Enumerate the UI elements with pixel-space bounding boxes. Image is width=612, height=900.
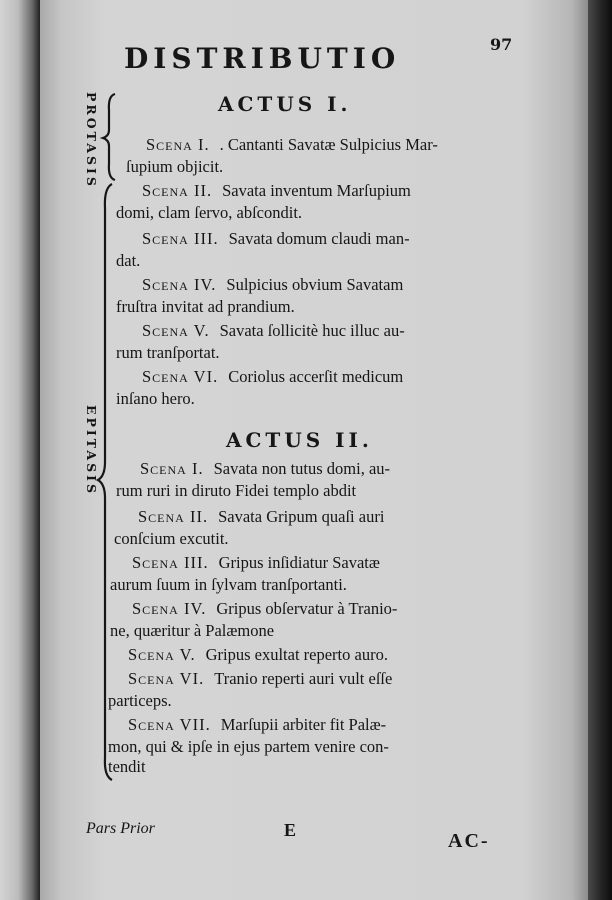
scene-label: Scena V. — [142, 321, 210, 340]
act-1-scene-4 — [116, 274, 542, 318]
scene-text-continued: dat. — [116, 251, 141, 270]
act-1-scene-3 — [116, 228, 542, 272]
scene-text-continued: inſano hero. — [116, 389, 195, 408]
scene-text-continued: ſupium objicit. — [126, 157, 224, 176]
act-2-scene-4 — [110, 598, 532, 642]
scene-text: Savata Gripum quaſi auri — [218, 507, 385, 526]
scene-label: Scena II. — [142, 181, 213, 200]
scene-label: Scena I. — [140, 459, 204, 478]
act-2-scene-5 — [128, 644, 528, 666]
scene-text-continued: domi, clam ſervo, abſcondit. — [116, 203, 303, 222]
scene-text: Tranio reperti auri vult eſſe — [214, 669, 393, 688]
scene-label: Scena I. — [146, 135, 210, 154]
act-2-title: ACTUS II. — [226, 428, 373, 452]
scene-text-continued: rum ruri in diruto Fidei templo abdit — [116, 481, 357, 500]
scene-text: Savata ſollicitè huc illuc au- — [219, 321, 405, 340]
act-2-scene-1 — [116, 458, 540, 502]
right-page-edge — [588, 0, 612, 900]
scene-label: Scena IV. — [142, 275, 217, 294]
scene-text-continued: rum tranſportat. — [116, 343, 220, 362]
act-1-scene-2 — [116, 180, 542, 224]
scene-text: Sulpicius obvium Savatam — [226, 275, 404, 294]
page-number: 97 — [490, 35, 513, 54]
act-2-scene-3 — [110, 552, 532, 596]
scene-label: Scena V. — [128, 645, 196, 664]
left-page-edge — [0, 0, 40, 900]
catchword: AC- — [448, 830, 490, 852]
protasis-brace — [100, 92, 120, 182]
scene-label: Scena VI. — [128, 669, 205, 688]
act-1-scene-6 — [116, 366, 542, 410]
scene-text: Savata domum claudi man- — [228, 229, 410, 248]
signature-mark: E — [284, 820, 297, 840]
scene-label: Scena VII. — [128, 715, 211, 734]
act-1-scene-5 — [116, 320, 542, 364]
scene-text: Gripus inſidiatur Savatæ — [218, 553, 380, 572]
act-1-title: ACTUS I. — [218, 92, 352, 116]
scene-text: . Cantanti Savatæ Sulpicius Mar- — [219, 135, 438, 154]
scene-text-continued: ne, quæritur à Palæmone — [110, 621, 275, 640]
sidebar-label-protasis: PROTASIS — [84, 92, 99, 189]
scene-label: Scena III. — [132, 553, 209, 572]
scene-text-continued: fruſtra invitat ad prandium. — [116, 297, 295, 316]
scene-text: Savata inventum Marſupium — [222, 181, 411, 200]
page-title: DISTRIBUTIO — [124, 42, 401, 75]
act-2-scene-7 — [108, 714, 528, 776]
scene-text-continued: particeps. — [108, 691, 172, 710]
scene-label: Scena III. — [142, 229, 219, 248]
act-2-scene-6 — [108, 668, 528, 712]
scene-text: Marſupii arbiter fit Palæ- — [220, 715, 387, 734]
sidebar-label-epitasis: EPITASIS — [84, 405, 99, 496]
scene-label: Scena IV. — [132, 599, 207, 618]
act-2-scene-2 — [114, 506, 538, 550]
scene-text: Savata non tutus domi, au- — [213, 459, 391, 478]
scene-text-continued: aurum ſuum in ſylvam tranſportanti. — [110, 575, 347, 594]
scene-label: Scena II. — [138, 507, 209, 526]
scene-label: Scena VI. — [142, 367, 219, 386]
scene-text: Gripus exultat reperto auro. — [205, 645, 388, 664]
act-1-scene-1 — [126, 134, 546, 178]
scene-text: Coriolus accerſit medicum — [228, 367, 404, 386]
scene-text-continued: mon, qui & ipſe in ejus partem venire con- — [108, 737, 389, 756]
scene-text: Gripus obſervatur à Tranio- — [216, 599, 398, 618]
footer-part-label: Pars Prior — [86, 820, 155, 837]
scene-text-continued: conſcium excutit. — [114, 529, 229, 548]
scene-text-continued: tendit — [108, 757, 146, 776]
